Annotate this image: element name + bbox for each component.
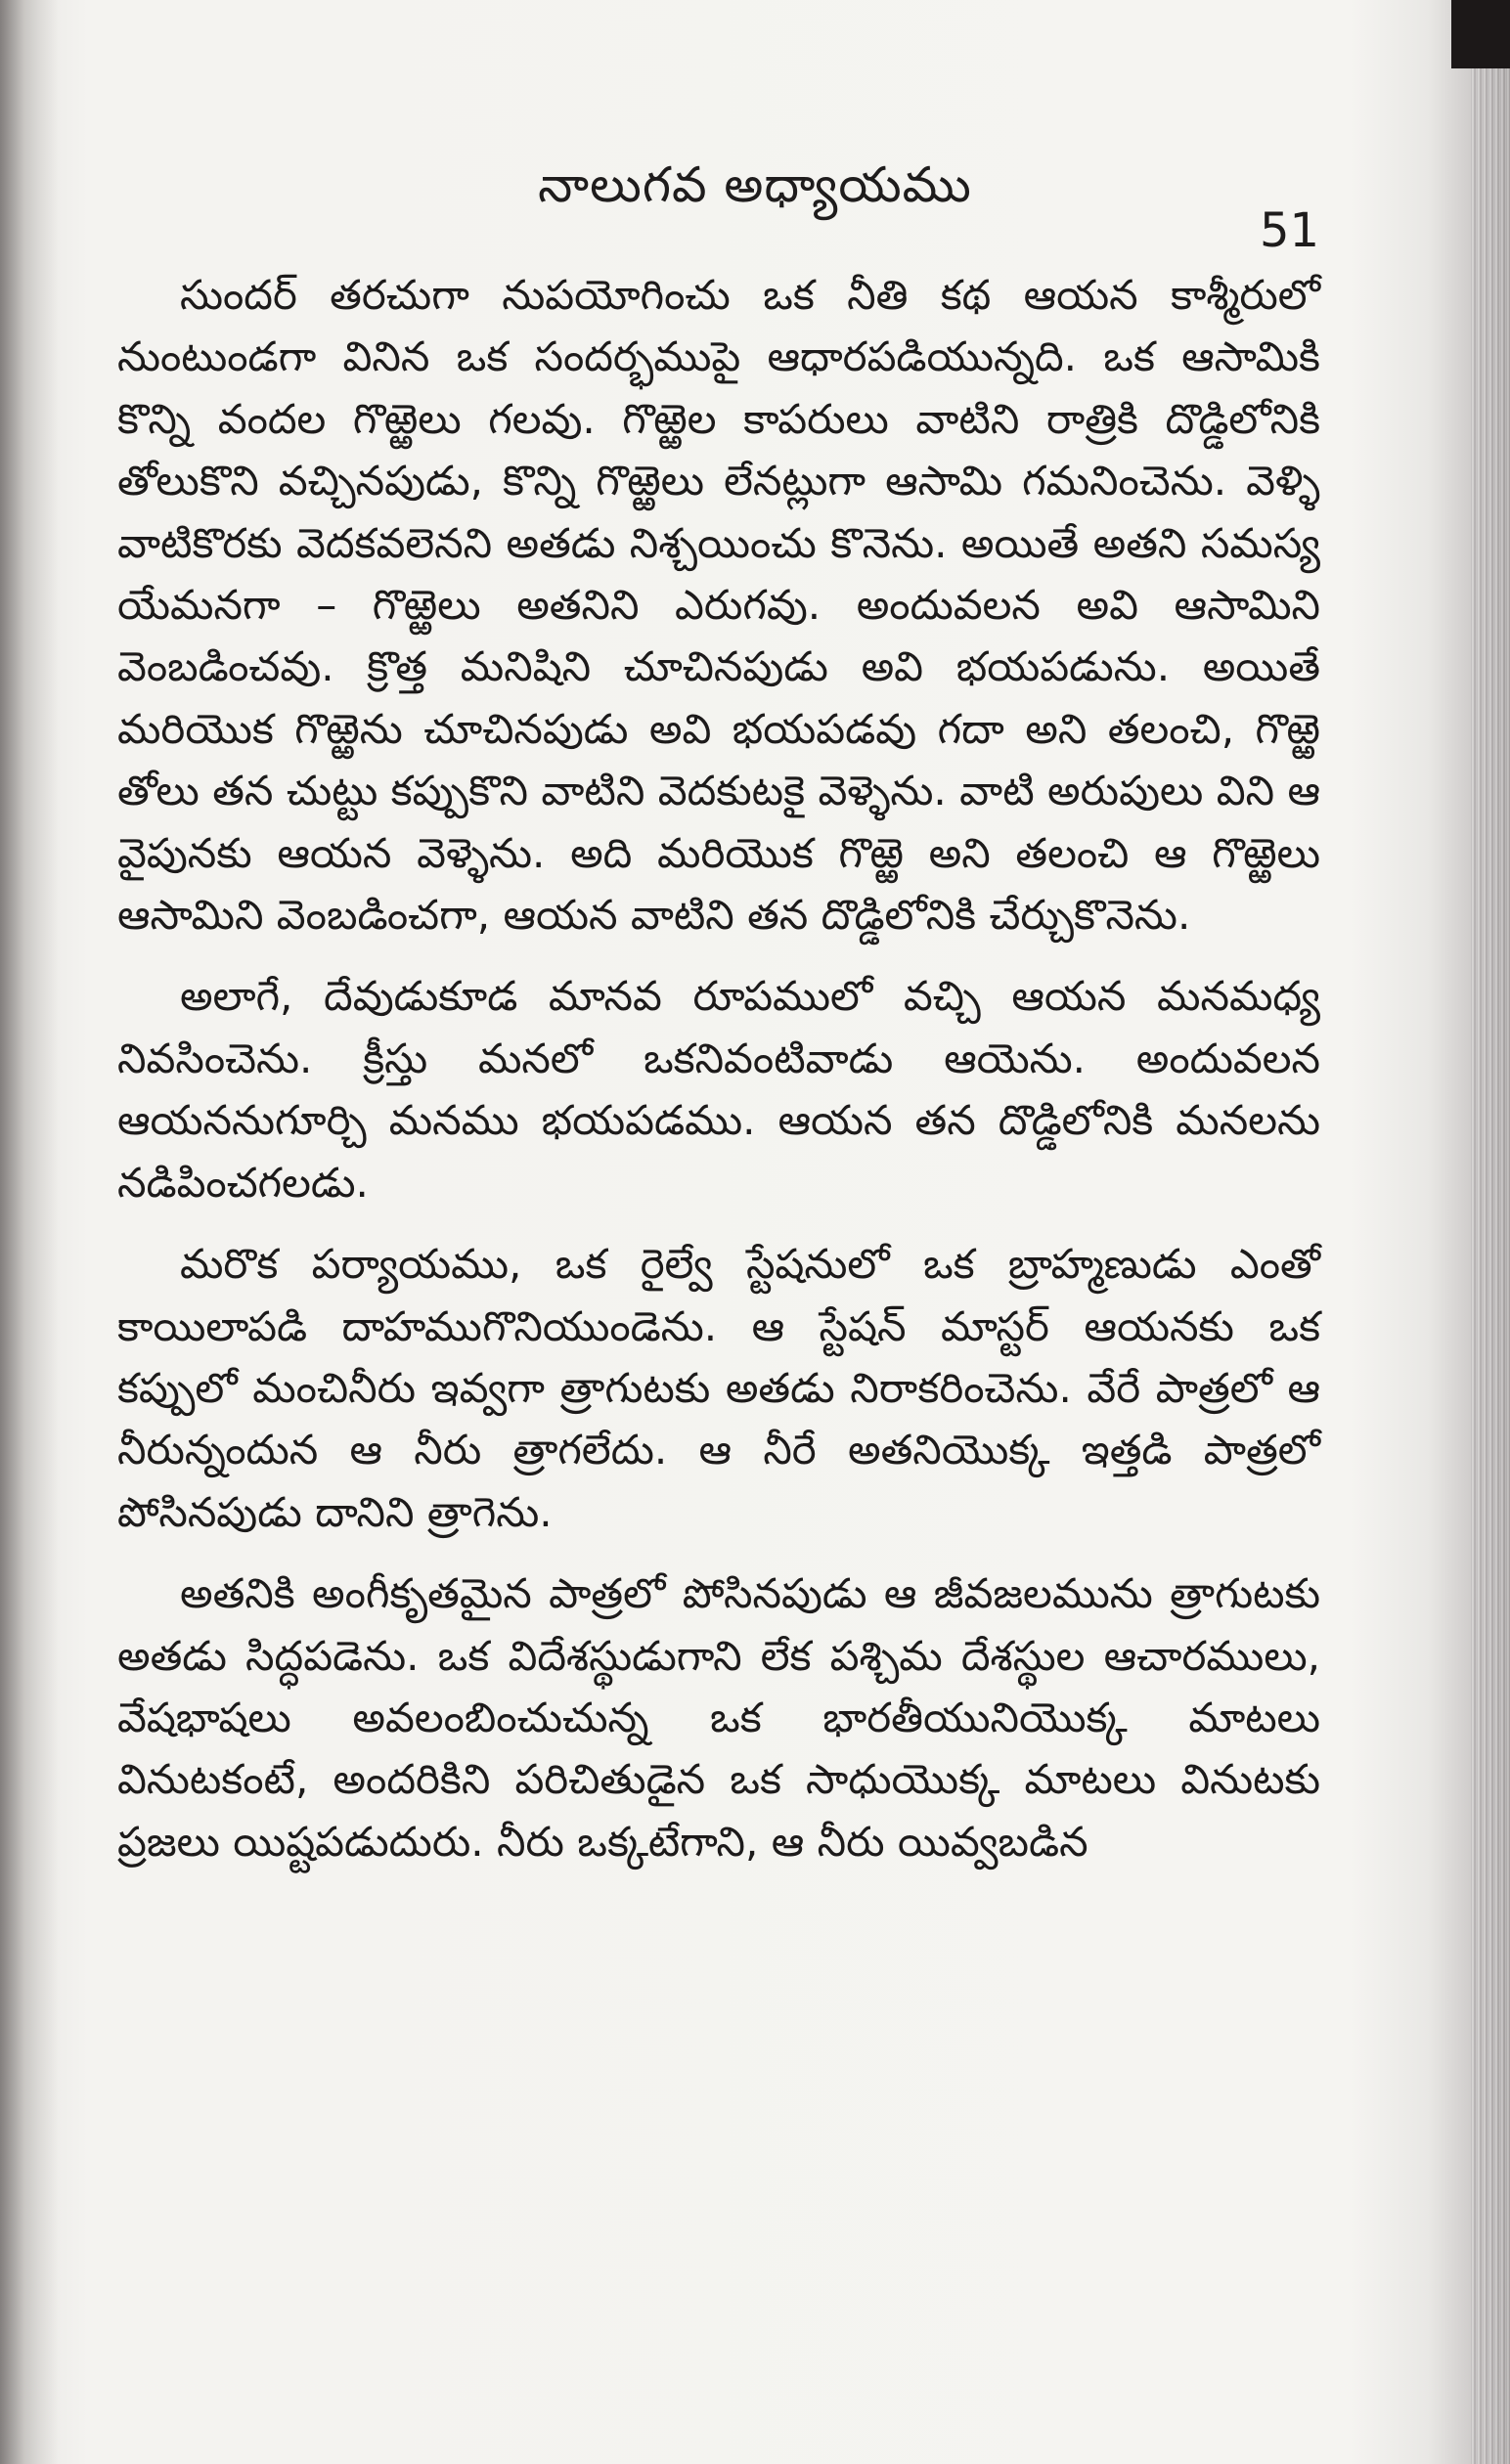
paragraph-3: మరొక పర్యాయము, ఒక రైల్వే స్టేషనులో ఒక బ్రాహ్మణుడు ఎంతో కాయిలాపడి దాహముగొనియుండెను. ఆ స్టేషన్ మాస్టర్ ఆయనకు ఒక కప్పులో మంచినీరు ఇవ్వగా త్రాగుటకు అతడు నిరాకరించెను. వేరే పాత్రలో ఆ నీరున్నందున ఆ నీరు త్రాగలేదు. ఆ నీరే అతనియొక్క ఇత్తడి పాత్రలో పోసినపుడు దానిని త్రాగెను.	[117, 1240, 1320, 1536]
page-edges	[1471, 0, 1510, 2464]
chapter-title: నాలుగవ అధ్యాయము	[538, 156, 972, 213]
paragraph-1: సుందర్ తరచుగా నుపయోగించు ఒక నీతి కథ ఆయన కాశ్మీరులో నుంటుండగా వినిన ఒక సందర్భముపై ఆధారపడియున్నది. ఒక ఆసామికి కొన్ని వందల గొఱ్ఱెలు గలవు. గొఱ్ఱెల కాపరులు వాటిని రాత్రికి దొడ్డిలోనికి తోలుకొని వచ్చినపుడు, కొన్ని గొఱ్ఱెలు లేనట్లుగా ఆసామి గమనించెను. వెళ్ళి వాటికొరకు వెదకవలెనని అతడు నిశ్చయించు కొనెను. అయితే అతని సమస్య యేమనగా – గొఱ్ఱెలు అతనిని ఎరుగవు. అందువలన అవి ఆసామిని వెంబడించవు. క్రొత్త మనిషిని చూచినపుడు అవి భయపడును. అయితే మరియొక గొఱ్ఱెను చూచినపుడు అవి భయపడవు గదా అని తలంచి, గొఱ్ఱె తోలు తన చుట్టు కప్పుకొని వాటిని వెదకుటకై వెళ్ళెను. వాటి అరుపులు విని ఆ వైపునకు ఆయన వెళ్ళెను. అది మరియొక గొఱ్ఱె అని తలంచి ఆ గొఱ్ఱెలు ఆసామిని వెంబడించగా, ఆయన వాటిని తన దొడ్డిలోనికి చేర్చుకొనెను.	[117, 271, 1320, 940]
paragraph-2: అలాగే, దేవుడుకూడ మానవ రూపములో వచ్చి ఆయన మనమధ్య నివసించెను. క్రీస్తు మనలో ఒకనివంటివాడు ఆయెను. అందువలన ఆయననుగూర్చి మనము భయపడము. ఆయన తన దొడ్డిలోనికి మనలను నడిపించగలడు.	[117, 972, 1320, 1207]
paragraph-4: అతనికి అంగీకృతమైన పాత్రలో పోసినపుడు ఆ జీవజలమును త్రాగుటకు అతడు సిద్ధపడెను. ఒక విదేశస్థుడుగాని లేక పశ్చిమ దేశస్థుల ఆచారములు, వేషభాషలు అవలంబించుచున్న ఒక భారతీయునియొక్క మాటలు వినుటకంటే, అందరికిని పరిచితుడైన ఒక సాధుయొక్క మాటలు వినుటకు ప్రజలు యిష్టపడుదురు. నీరు ఒక్కటేగాని, ఆ నీరు యివ్వబడిన	[117, 1569, 1320, 1866]
page-number: 51	[1260, 203, 1320, 258]
body-text	[117, 264, 1320, 1892]
background-corner	[1451, 0, 1510, 68]
book-spine-shadow	[0, 0, 59, 2464]
